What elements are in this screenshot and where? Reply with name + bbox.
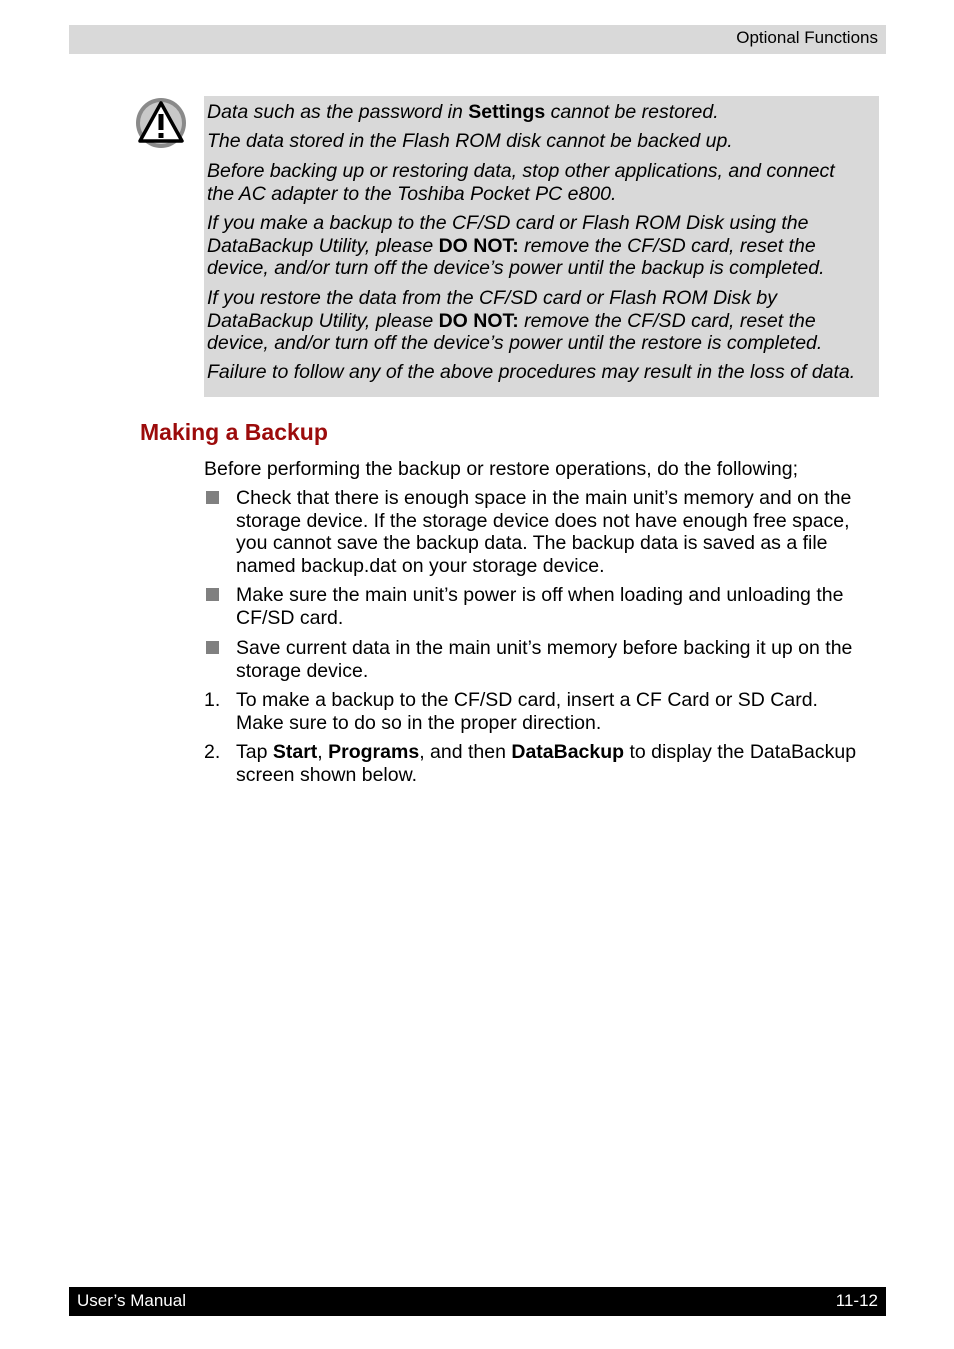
- header-title: Optional Functions: [736, 28, 878, 47]
- caution-box: [204, 96, 879, 397]
- bullet-square-icon: [206, 588, 219, 601]
- footer-manual-title: User’s Manual: [77, 1291, 186, 1310]
- page-header: [69, 25, 886, 54]
- list-item-text: Save current data in the main unit’s memory before backing it up on the storage device.: [236, 637, 853, 682]
- caution-settings-note: Data such as the password in Settings cannot be restored.: [207, 101, 719, 123]
- step-number: 1.: [204, 689, 221, 711]
- caution-failure-note: Failure to follow any of the above procedures may result in the loss of data.: [207, 361, 856, 383]
- page-number: 11-12: [835, 1291, 878, 1310]
- bullet-square-icon: [206, 491, 219, 504]
- step-text: Tap Start, Programs, and then DataBackup to display the DataBackup screen shown below.: [236, 741, 857, 786]
- caution-stop-apps-note: Before backing up or restoring data, stop other applications, and connect the AC adapter to the Toshiba Pocket PC e800.: [207, 160, 835, 205]
- step-text: To make a backup to the CF/SD card, insert a CF Card or SD Card. Make sure to do so in the proper direction.: [236, 689, 818, 734]
- warning-icon: [135, 97, 187, 149]
- step-number: 2.: [204, 741, 221, 763]
- section-intro: Before performing the backup or restore operations, do the following;: [204, 458, 799, 480]
- section-title: Making a Backup: [140, 419, 328, 445]
- caution-backup-warning: If you make a backup to the CF/SD card or Flash ROM Disk using the DataBackup Utility, please DO NOT: remove the CF/SD card, reset the device, and/or turn off the device’s power until the backup is completed.: [207, 212, 825, 279]
- list-item-text: Check that there is enough space in the main unit’s memory and on the storage device. If the storage device does not have enough free space, you cannot save the backup data. The backup data is saved as a file named backup.dat on your storage device.: [236, 487, 852, 577]
- list-item-text: Make sure the main unit’s power is off when loading and unloading the CF/SD card.: [236, 584, 844, 629]
- page-footer: [69, 1287, 886, 1316]
- caution-flash-rom-note: The data stored in the Flash ROM disk cannot be backed up.: [207, 130, 733, 152]
- bullet-square-icon: [206, 641, 219, 654]
- caution-restore-warning: If you restore the data from the CF/SD card or Flash ROM Disk by DataBackup Utility, please DO NOT: remove the CF/SD card, reset the device, and/or turn off the device’s power until the restore is completed.: [207, 287, 823, 354]
